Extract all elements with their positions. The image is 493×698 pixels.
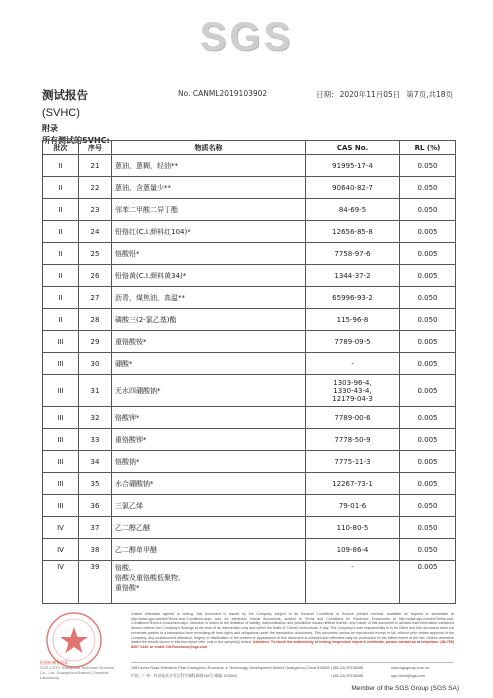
cell-rl: 0.005	[400, 353, 456, 375]
cell-batch: III	[43, 473, 79, 495]
cell-substance-name: 重铬酸铵*	[112, 331, 306, 353]
cell-batch: II	[43, 221, 79, 243]
cell-no: 38	[79, 539, 112, 561]
cell-no: 31	[79, 375, 112, 407]
cell-cas-no: 7758-97-6	[306, 243, 400, 265]
stamp-caption	[40, 660, 115, 680]
cell-substance-name: 蒽油，含蒽量少**	[112, 177, 306, 199]
cell-batch: II	[43, 265, 79, 287]
phone-en: t (86-20) 82155555	[331, 666, 364, 670]
cell-substance-name: 无水四硼酸钠*	[112, 375, 306, 407]
cell-no: 32	[79, 407, 112, 429]
logo-text: SGS	[199, 14, 294, 59]
cell-batch: II	[43, 287, 79, 309]
table-row	[43, 407, 456, 429]
cell-cas-no: 7789-00-6	[306, 407, 400, 429]
cell-no: 29	[79, 331, 112, 353]
postcode-cn: 邮编: 510663	[214, 674, 237, 678]
table-body	[43, 155, 456, 604]
table-row	[43, 243, 456, 265]
cell-cas-no: 115-96-8	[306, 309, 400, 331]
cell-substance-name: 乙二醇单甲醚	[112, 539, 306, 561]
cell-batch: III	[43, 353, 79, 375]
footer-divider	[131, 662, 454, 663]
report-title-block	[42, 87, 110, 146]
table-row	[43, 495, 456, 517]
stamp-center-text: 检验检测专用章	[40, 660, 68, 665]
cell-substance-name: 铬酸铅*	[112, 243, 306, 265]
address-cn	[131, 673, 331, 679]
footer	[0, 604, 493, 698]
cell-rl: 0.050	[400, 495, 456, 517]
email-cn[interactable]: sgs.china@sgs.com	[391, 674, 426, 678]
table-row	[43, 265, 456, 287]
appendix-label: 附录	[42, 124, 58, 133]
sgs-logo	[187, 6, 307, 68]
cell-substance-name: 邻苯二甲酸二异丁酯	[112, 199, 306, 221]
stamp-lab-name: SGS-CSTC Standards Technical Services Co., Ltd. Guangzhou Branch Chemical Laboratory	[40, 665, 115, 680]
cell-substance-name: 重铬酸钾*	[112, 429, 306, 451]
table-row	[43, 517, 456, 539]
table-row	[43, 539, 456, 561]
cell-cas-no: 79-01-6	[306, 495, 400, 517]
address-cn-row	[131, 673, 466, 679]
cell-batch: IV	[43, 561, 79, 604]
cell-batch: III	[43, 451, 79, 473]
cell-cas-no: 65996-93-2	[306, 287, 400, 309]
cell-rl: 0.005	[400, 451, 456, 473]
cell-cas-no: 90640-82-7	[306, 177, 400, 199]
cell-cas-no: 7778-50-9	[306, 429, 400, 451]
cell-no: 24	[79, 221, 112, 243]
table-row	[43, 561, 456, 604]
cell-cas-no: 84-69-5	[306, 199, 400, 221]
cell-rl: 0.005	[400, 265, 456, 287]
cell-no: 39	[79, 561, 112, 604]
table-row	[43, 473, 456, 495]
cell-rl: 0.050	[400, 309, 456, 331]
cell-batch: II	[43, 309, 79, 331]
address-en: 198 Kezhu Road,Scientech Park Guangzhou Economic & Technology Development District,Guangzhou,China 510663	[131, 666, 330, 670]
table-row	[43, 177, 456, 199]
cell-substance-name: 铅铬红(C.I.颜料红104)*	[112, 221, 306, 243]
cell-rl: 0.050	[400, 155, 456, 177]
cell-batch: III	[43, 375, 79, 407]
header-rl: RL (%)	[400, 141, 456, 155]
cell-batch: II	[43, 177, 79, 199]
cell-cas-no: 91995-17-4	[306, 155, 400, 177]
table-row	[43, 155, 456, 177]
cell-cas-no: 109-86-4	[306, 539, 400, 561]
table-row	[43, 375, 456, 407]
cell-substance-name: 蒽油，蒽糊，轻油**	[112, 155, 306, 177]
header-batch: 批次	[43, 141, 79, 155]
cell-substance-name: 磷酸三(2-氯乙基)酯	[112, 309, 306, 331]
cell-substance-name: 三氯乙烯	[112, 495, 306, 517]
cell-rl: 0.050	[400, 539, 456, 561]
disclaimer-text	[131, 612, 454, 650]
cell-no: 35	[79, 473, 112, 495]
cell-batch: III	[43, 429, 79, 451]
cell-batch: II	[43, 243, 79, 265]
cell-no: 23	[79, 199, 112, 221]
cell-rl: 0.005	[400, 561, 456, 604]
table-row	[43, 309, 456, 331]
table-row	[43, 353, 456, 375]
cell-rl: 0.050	[400, 199, 456, 221]
cell-substance-name: 铬酸, 铬酸及重铬酸低聚物, 重铬酸*	[112, 561, 306, 604]
cell-cas-no: -	[306, 353, 400, 375]
header-substance-name: 物质名称	[112, 141, 306, 155]
table-header-row	[43, 141, 456, 155]
cell-cas-no: -	[306, 561, 400, 604]
cell-no: 37	[79, 517, 112, 539]
cell-cas-no: 12656-85-8	[306, 221, 400, 243]
cell-cas-no: 1303-96-4, 1330-43-4, 12179-04-3	[306, 375, 400, 407]
date-label: 日期:	[316, 90, 334, 99]
member-of-sgs-group: Member of the SGS Group (SGS SA)	[351, 685, 459, 692]
cell-no: 34	[79, 451, 112, 473]
report-meta	[178, 89, 453, 100]
header-cas-no: CAS No.	[306, 141, 400, 155]
authenticity-warning: Attention: To check the authenticity of testing /inspection report & certificate, please contact us at telephone: (86-755) 8307 1443, or email: CN.Doccheck@sgs.com	[131, 640, 454, 649]
cell-no: 22	[79, 177, 112, 199]
cell-rl: 0.050	[400, 287, 456, 309]
cell-substance-name: 沥青，煤焦油，高温**	[112, 287, 306, 309]
table-row	[43, 287, 456, 309]
page-number: 第7页,共18页	[406, 90, 453, 99]
cell-batch: III	[43, 331, 79, 353]
cell-no: 27	[79, 287, 112, 309]
all-tested-svhc-label: 所有测试的SVHC:	[42, 136, 110, 145]
report-title-cn: 测试报告	[42, 88, 88, 102]
cell-batch: III	[43, 495, 79, 517]
date-page	[316, 89, 453, 100]
cell-batch: II	[43, 155, 79, 177]
cell-no: 25	[79, 243, 112, 265]
table-row	[43, 331, 456, 353]
table-row	[43, 221, 456, 243]
phone-cn: t (86-20) 82155555	[331, 674, 364, 678]
cell-rl: 0.005	[400, 473, 456, 495]
cell-no: 21	[79, 155, 112, 177]
address-cn-text: 中国・广州・经济技术开发区科学城科珠路198号	[131, 674, 214, 678]
cell-rl: 0.050	[400, 517, 456, 539]
table-row	[43, 199, 456, 221]
cell-cas-no: 7789-09-5	[306, 331, 400, 353]
cell-batch: II	[43, 199, 79, 221]
cell-batch: IV	[43, 539, 79, 561]
disclaimer-body: Unless otherwise agreed in writing, this document is issued by the Company subject to its General Conditions of Service printed overleaf, available on request or accessible at http://www.sgs.com/en/Terms-and-Conditions.aspx and, for electronic format documents, subject to Terms and Conditions for Electronic Documents at http://www.sgs.com/en/Terms-and-Conditions/Terms-e-Document.aspx. Attention is drawn to the limitation of liability, indemnification and jurisdiction issues defined therein. Any holder of this document is advised that information contained hereon reflects the Company's findings at the time of its intervention only and within the limits of Client's instructions, if any. The Company's sole responsibility is to its Client and this document does not exonerate parties to a transaction from exercising all their rights and obligations under the transaction documents. This document cannot be reproduced except in full, without prior written approval of the Company. Any unauthorized alteration, forgery or falsification of the content or appearance of this document is unlawful and offenders may be prosecuted to the fullest extent of the law. Unless otherwise stated the results shown in this test report refer only to the sample(s) tested.	[131, 612, 454, 645]
table-row	[43, 451, 456, 473]
cell-rl: 0.005	[400, 243, 456, 265]
cell-substance-name: 硼酸*	[112, 353, 306, 375]
cell-rl: 0.005	[400, 221, 456, 243]
cell-batch: III	[43, 407, 79, 429]
cell-rl: 0.005	[400, 407, 456, 429]
cell-no: 30	[79, 353, 112, 375]
cell-cas-no: 12267-73-1	[306, 473, 400, 495]
cell-rl: 0.050	[400, 177, 456, 199]
cell-cas-no: 7775-11-3	[306, 451, 400, 473]
header-no: 序号	[79, 141, 112, 155]
report-number: No. CANML2019103902	[178, 89, 268, 98]
report-title-en: (SVHC)	[42, 107, 80, 119]
cell-rl: 0.005	[400, 331, 456, 353]
cell-batch: IV	[43, 517, 79, 539]
cell-substance-name: 铅铬黄(C.I.颜料黄34)*	[112, 265, 306, 287]
cell-no: 28	[79, 309, 112, 331]
cell-substance-name: 铬酸钠*	[112, 451, 306, 473]
cell-no: 33	[79, 429, 112, 451]
svhc-table	[42, 140, 456, 604]
cell-cas-no: 1344-37-2	[306, 265, 400, 287]
cell-substance-name: 乙二醇乙醚	[112, 517, 306, 539]
cell-no: 26	[79, 265, 112, 287]
address-en-row	[131, 665, 466, 671]
table-row	[43, 429, 456, 451]
cell-substance-name: 铬酸钾*	[112, 407, 306, 429]
cell-no: 36	[79, 495, 112, 517]
cell-cas-no: 110-80-5	[306, 517, 400, 539]
cell-rl: 0.005	[400, 429, 456, 451]
website[interactable]: www.sgsgroup.com.cn	[391, 666, 429, 670]
cell-rl: 0.005	[400, 375, 456, 407]
report-date: 2020年11月05日	[339, 90, 401, 99]
cell-substance-name: 水合硼酸钠*	[112, 473, 306, 495]
